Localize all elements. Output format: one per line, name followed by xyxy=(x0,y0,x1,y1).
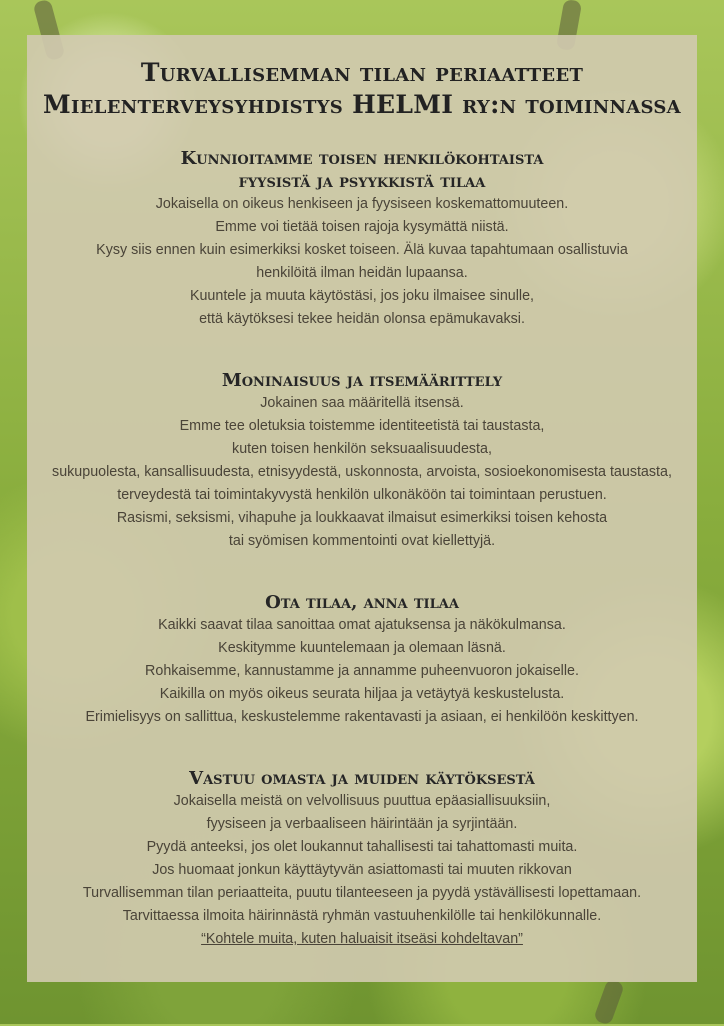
tree-trunk-bottom xyxy=(593,978,625,1026)
body-line: Emme voi tietää toisen rajoja kysymättä niistä. xyxy=(215,219,509,235)
section-heading: Ota tilaa, anna tilaa xyxy=(265,592,459,613)
body-line: terveydestä tai toimintakyvystä henkilön ulkonäköön tai toimintaan perustuen. xyxy=(117,487,607,503)
heading-line-2: fyysistä ja psyykkistä tilaa xyxy=(238,171,486,192)
section-body xyxy=(37,392,687,553)
body-line: Emme tee oletuksia toistemme identiteetistä tai taustasta, xyxy=(179,418,545,434)
section-responsibility xyxy=(37,767,687,951)
body-line: Kysy siis ennen kuin esimerkiksi kosket toiseen. Älä kuvaa tapahtumaan osallistuvia xyxy=(96,242,628,258)
body-line: Jokainen saa määritellä itsensä. xyxy=(260,395,464,411)
section-heading xyxy=(37,147,687,193)
section-personal-space xyxy=(37,147,687,331)
body-line: tai syömisen kommentointi ovat kiellettyjä. xyxy=(228,533,496,549)
body-line: fyysiseen ja verbaaliseen häirintään ja syrjintään. xyxy=(206,816,518,832)
section-take-space xyxy=(37,591,687,729)
body-line: että käytöksesi tekee heidän olonsa epämukavaksi. xyxy=(199,311,525,327)
heading-line-1: Kunnioitamme toisen henkilökohtaista xyxy=(180,148,544,169)
body-line: Kuuntele ja muuta käytöstäsi, jos joku ilmaisee sinulle, xyxy=(189,288,535,304)
body-line: Erimielisyys on sallittua, keskustelemme rakentavasti ja asiaan, ei henkilöön keskittyen. xyxy=(85,709,639,725)
section-diversity xyxy=(37,369,687,553)
title-line-1: Turvallisemman tilan periaatteet xyxy=(140,58,584,87)
section-body xyxy=(37,614,687,729)
body-line: Kaikki saavat tilaa sanoittaa omat ajatuksensa ja näkökulmansa. xyxy=(158,617,566,633)
section-body xyxy=(37,193,687,331)
body-line: Pyydä anteeksi, jos olet loukannut tahallisesti tai tahattomasti muita. xyxy=(146,839,578,855)
body-line: sukupuolesta, kansallisuudesta, etnisyydestä, uskonnosta, arvoista, sosioekonomisesta taustasta, xyxy=(52,464,672,480)
section-heading: Vastuu omasta ja muiden käytöksestä xyxy=(189,768,535,789)
body-line: Tarvittaessa ilmoita häirinnästä ryhmän vastuuhenkilölle tai henkilökunnalle. xyxy=(122,908,602,924)
body-line: Keskitymme kuuntelemaan ja olemaan läsnä. xyxy=(218,640,506,656)
body-line: Rohkaisemme, kannustamme ja annamme puheenvuoron jokaiselle. xyxy=(145,663,579,679)
content-panel xyxy=(27,35,697,982)
body-line: Kaikilla on myös oikeus seurata hiljaa ja vetäytyä keskustelusta. xyxy=(159,686,565,702)
section-heading: Moninaisuus ja itsemäärittely xyxy=(221,370,503,391)
closing-quote: “Kohtele muita, kuten haluaisit itseäsi kohdeltavan” xyxy=(201,931,523,947)
body-line: Jokaisella meistä on velvollisuus puuttua epäasiallisuuksiin, xyxy=(173,793,551,809)
title-line-2: Mielenterveysyhdistys HELMI ry:n toiminnassa xyxy=(43,90,681,119)
page-title xyxy=(37,57,687,121)
body-line: Jos huomaat jonkun käyttäytyvän asiattomasti tai muuten rikkovan xyxy=(152,862,572,878)
body-line: henkilöitä ilman heidän lupaansa. xyxy=(256,265,468,281)
section-body xyxy=(37,790,687,951)
body-line: Jokaisella on oikeus henkiseen ja fyysiseen koskemattomuuteen. xyxy=(155,196,569,212)
body-line: kuten toisen henkilön seksuaalisuudesta, xyxy=(232,441,492,457)
body-line: Turvallisemman tilan periaatteita, puutu tilanteeseen ja pyydä ystävällisesti lopettamaan. xyxy=(82,885,642,901)
body-line: Rasismi, seksismi, vihapuhe ja loukkaavat ilmaisut esimerkiksi toisen kehosta xyxy=(116,510,608,526)
